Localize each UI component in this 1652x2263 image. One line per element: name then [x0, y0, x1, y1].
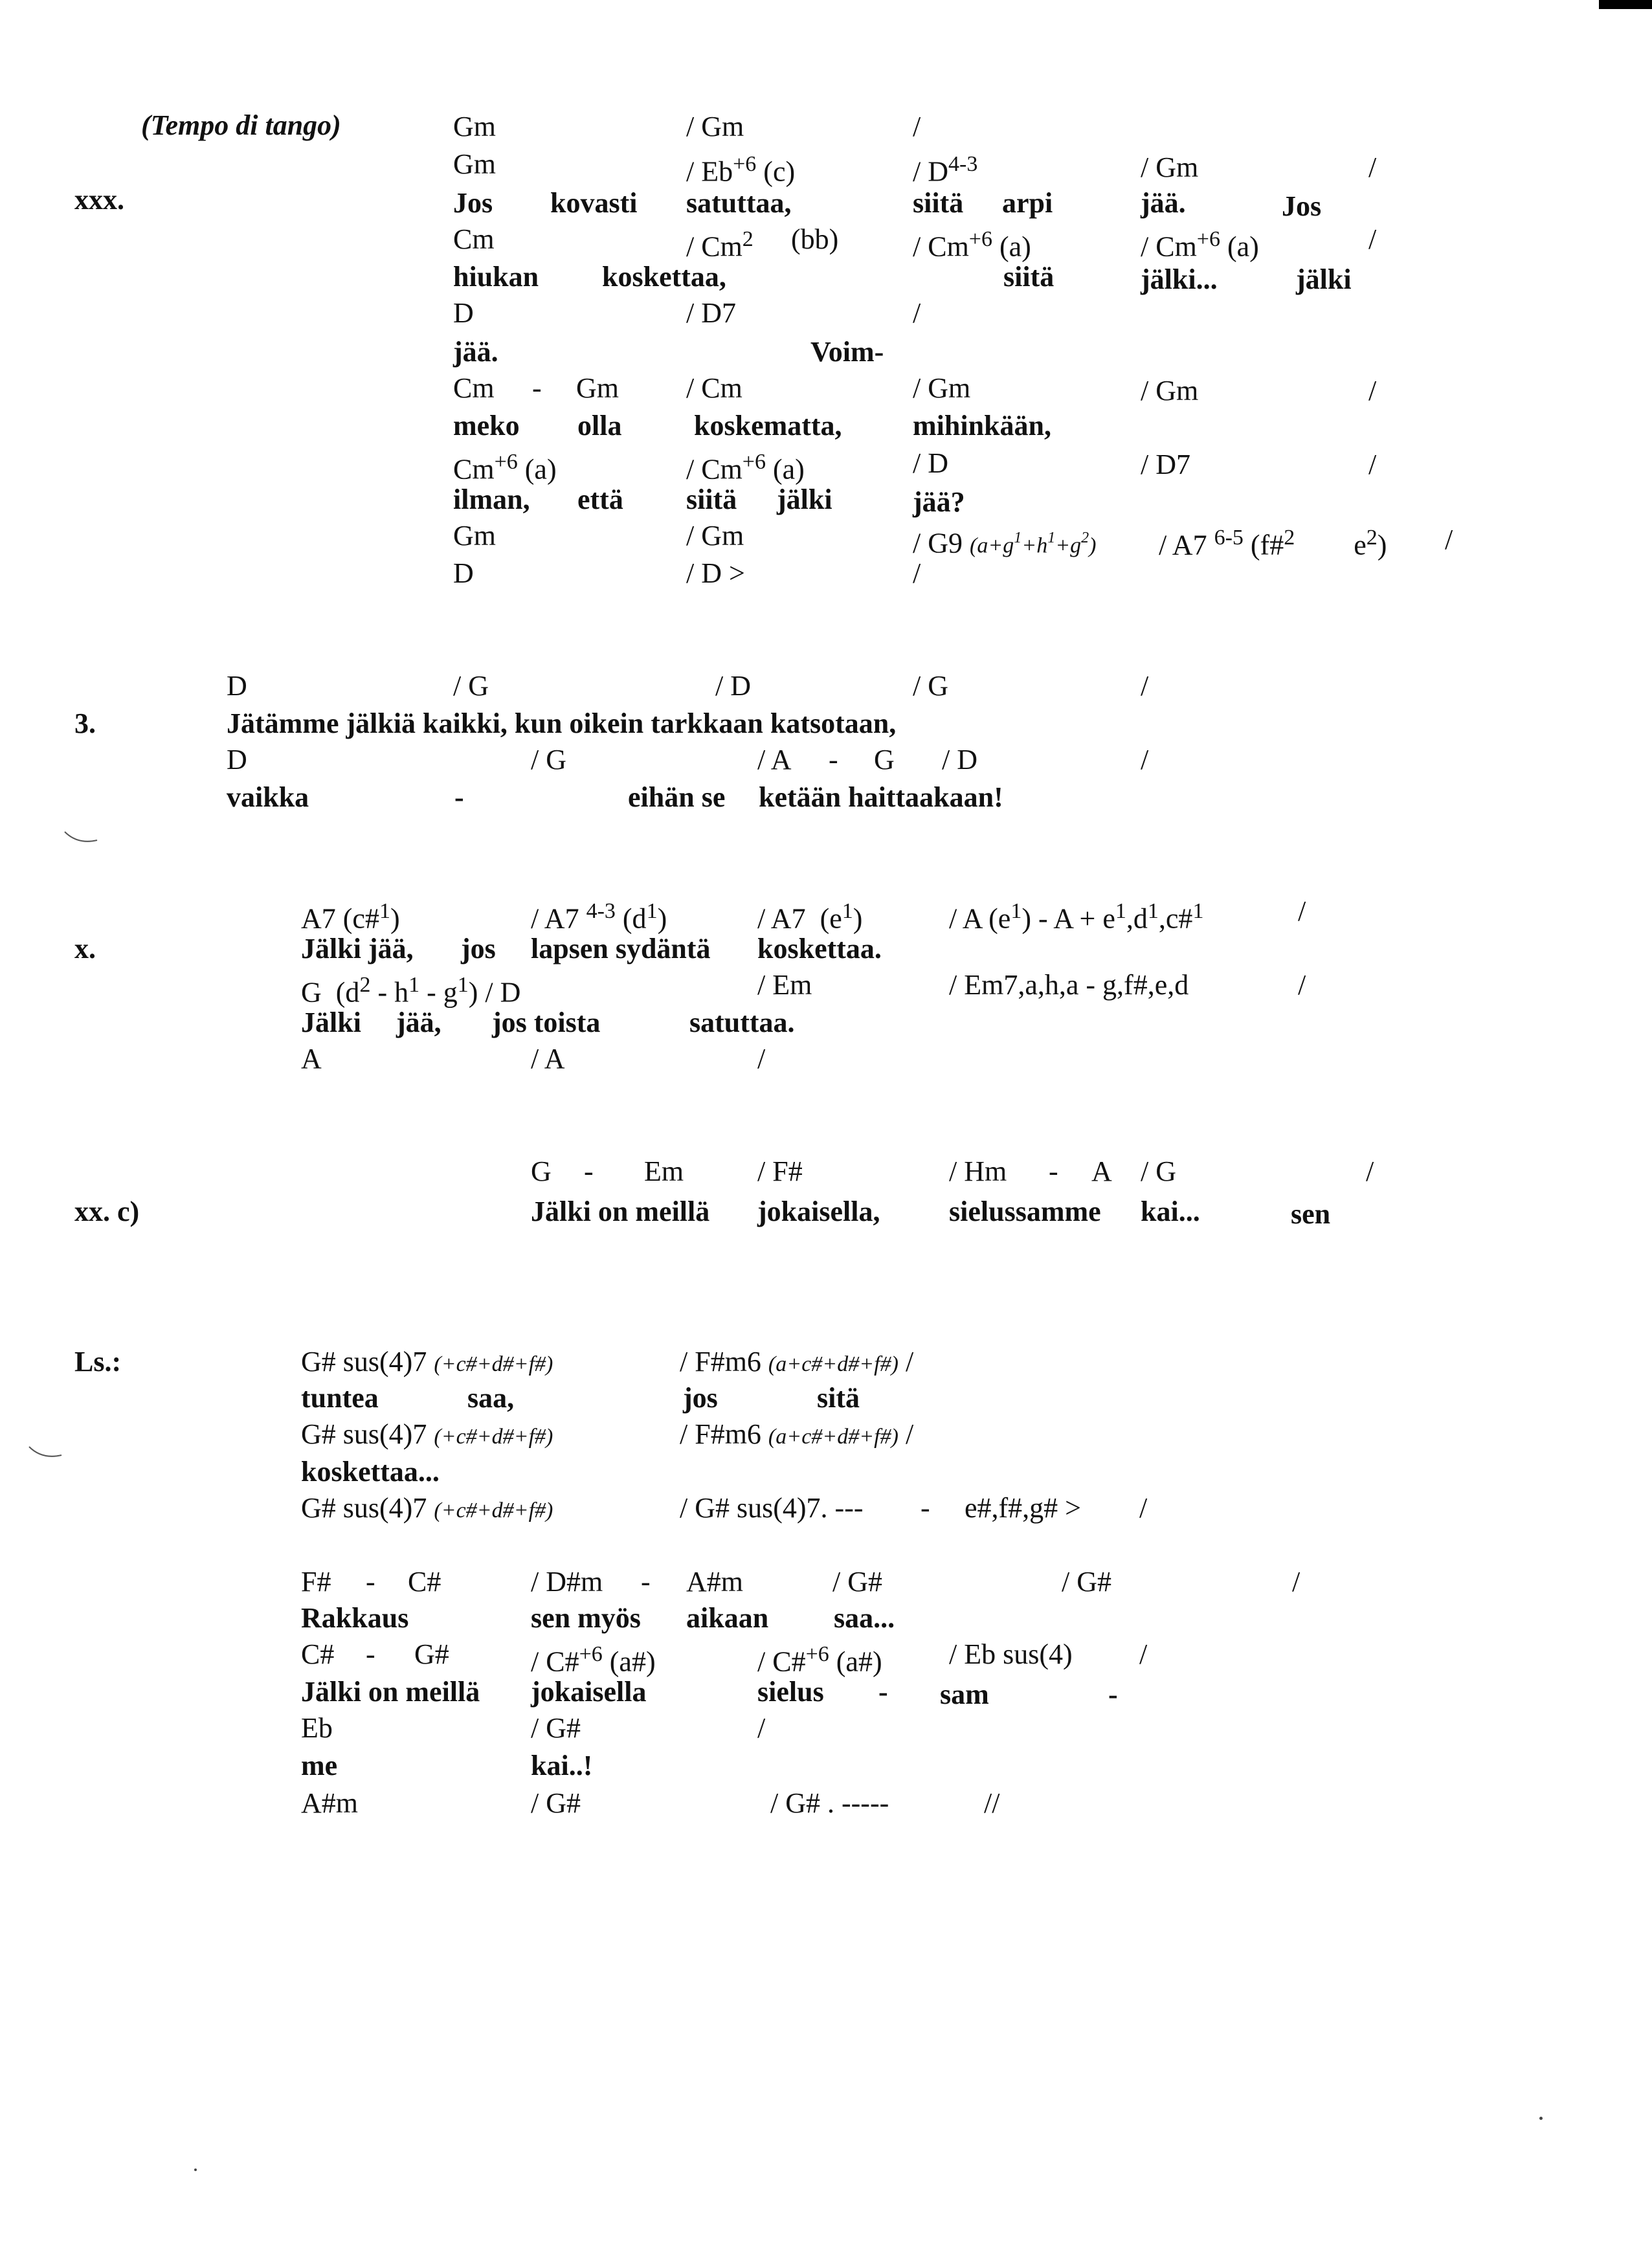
chord: Gm [453, 111, 496, 142]
chord: / G# [531, 1787, 581, 1819]
lyric: jää? [913, 486, 965, 518]
chord-dash: - [366, 1638, 375, 1670]
chord: / G# [832, 1566, 882, 1598]
chord: / $Cm^{+6}$ (a) [1141, 227, 1259, 263]
bar-line: / [757, 1712, 766, 1744]
scan-speck [1539, 2117, 1543, 2120]
chord: / G# sus(4)7. --- [680, 1492, 864, 1524]
lyric: Jälki on meillä [301, 1676, 480, 1708]
lyric: - [1108, 1678, 1118, 1710]
chord: G# sus(4)7 (+c#+d#+f#) [301, 1492, 553, 1524]
lyric: sielus [757, 1676, 824, 1708]
chord: A#m [301, 1787, 358, 1819]
chord: / G# [1062, 1566, 1111, 1598]
lyric: koskettaa. [757, 933, 882, 964]
chord: / A [757, 744, 792, 775]
lyric: satuttaa. [689, 1007, 795, 1038]
lyric: Jälki on meillä [531, 1196, 710, 1227]
section-label-ls: Ls.: [74, 1346, 122, 1377]
section-label-3: 3. [74, 708, 96, 739]
chord: / $D^{4-3}$ [913, 152, 978, 188]
lyric: Jälki [301, 1007, 361, 1038]
chord: / Hm [949, 1155, 1007, 1187]
lyric: kai... [1141, 1196, 1200, 1227]
chord: / Gm [1141, 375, 1199, 407]
bar-line: / [1445, 524, 1453, 555]
lyric: koskettaa... [301, 1456, 440, 1488]
chord: / $Eb^{+6}$ (c) [686, 152, 796, 188]
chord: C# [408, 1566, 441, 1598]
chord: / G# . ----- [770, 1787, 889, 1819]
chord: / D [942, 744, 977, 775]
chord: / A7 $^{4-3}$ $(d^1)$ [531, 899, 667, 935]
chord: F# [301, 1566, 331, 1598]
chord: Gm [576, 372, 619, 404]
chord: A#m [686, 1566, 743, 1598]
chord: Cm [453, 372, 495, 404]
chord: D [453, 297, 474, 329]
lyric: jokaisella [531, 1676, 647, 1708]
chord-notes: e#,f#,g# > [965, 1492, 1081, 1524]
chord: Eb [301, 1712, 333, 1744]
chord: C# [301, 1638, 335, 1670]
chord: Cm [453, 223, 495, 255]
bar-line: / [1366, 1155, 1374, 1187]
chord: Em [644, 1155, 684, 1187]
lyric: ketään haittaakaan! [759, 781, 1003, 813]
chord: G [531, 1155, 552, 1187]
lyric: jos toista [492, 1007, 601, 1038]
chord: / G [913, 670, 948, 702]
chord-dash: - [584, 1155, 594, 1187]
chord: / G# [531, 1712, 581, 1744]
margin-mark-1 [61, 829, 100, 848]
lyric: Jos [453, 187, 493, 219]
lyric: olla [577, 410, 622, 441]
chord: / C#$^{+6}$ (a#) [757, 1642, 882, 1678]
section-label-xx-c: xx. c) [74, 1196, 140, 1227]
lyric: - [878, 1676, 888, 1708]
chord: / A [531, 1043, 565, 1075]
bar-line: / [1368, 449, 1377, 480]
chord: Gm [453, 520, 496, 552]
bar-line: / [1298, 895, 1306, 927]
lyric: koskettaa, [602, 261, 726, 293]
bar-line: / [1368, 375, 1377, 407]
chord: / Gm [686, 520, 744, 552]
lyric: sitä [817, 1382, 860, 1414]
chord: / D [913, 447, 948, 479]
chord: D [227, 670, 247, 702]
chord: D [453, 557, 474, 589]
lyric: saa... [834, 1602, 895, 1634]
chord: / F#m6 (a+c#+d#+f#) / [680, 1346, 914, 1377]
lyric: jälki... [1141, 263, 1218, 295]
bar-line: / [1292, 1566, 1300, 1598]
chord-dash: - [829, 744, 838, 775]
chord-dash: - [1049, 1155, 1058, 1187]
lyric: sen myös [531, 1602, 641, 1634]
chord: / A7 $^{6-5}$ (f#$^2$ $e^2$) [1159, 526, 1387, 561]
lyric: jälki [777, 484, 832, 515]
tempo-marking: (Tempo di tango) [141, 109, 341, 141]
lyric: meko [453, 410, 520, 441]
chord: D [227, 744, 247, 775]
chord: G# sus(4)7 (+c#+d#+f#) [301, 1346, 553, 1377]
lyric: jos [683, 1382, 718, 1414]
section-label-xxx: xxx. [74, 184, 124, 216]
chord: A [301, 1043, 322, 1075]
lyric-line: Jätämme jälkiä kaikki, kun oikein tarkkaan katsotaan, [227, 708, 897, 739]
chord: $Cm^{+6}$ (a) [453, 450, 557, 485]
chord-dash: - [921, 1492, 930, 1524]
bar-line: / [913, 111, 921, 142]
section-label-x: x. [74, 933, 96, 964]
chord: / Gm [686, 111, 744, 142]
lyric: Jälki jää, [301, 933, 414, 964]
chord-dash: - [366, 1566, 375, 1598]
chord: / A7 $(e^1)$ [757, 899, 863, 935]
lyric: sielussamme [949, 1196, 1101, 1227]
lyric: ilman, [453, 484, 530, 515]
bar-line: / [1139, 1492, 1148, 1524]
chord: G# sus(4)7 (+c#+d#+f#) [301, 1418, 553, 1450]
lyric: satuttaa, [686, 187, 792, 219]
lyric: siitä [913, 187, 964, 219]
lyric: mihinkään, [913, 410, 1051, 441]
chord: A7 (c#$^1$) [301, 899, 400, 935]
lyric: aikaan [686, 1602, 769, 1634]
lyric: sam [940, 1678, 989, 1710]
lyric: jää. [1141, 187, 1186, 219]
bar-line: / [913, 557, 921, 589]
chord: / G [453, 670, 489, 702]
chord-note: (bb) [791, 223, 839, 255]
margin-mark-2 [26, 1444, 65, 1463]
chord: / G [531, 744, 566, 775]
bar-line: / [1139, 1638, 1148, 1670]
chord: / D7 [686, 297, 736, 329]
chord: / G9 $(a+g^1+h^1+g^2)$ [913, 527, 1097, 559]
lyric: lapsen sydäntä [531, 933, 711, 964]
chord: / D > [686, 557, 745, 589]
chord: / Cm [686, 372, 742, 404]
chord: / Eb sus(4) [949, 1638, 1073, 1670]
bar-line: / [757, 1043, 766, 1075]
lyric: Voim- [810, 336, 884, 368]
lyric: hiukan [453, 261, 539, 293]
chord: / $Cm^{+6}$ (a) [913, 227, 1031, 263]
chord: / D [715, 670, 751, 702]
lyric: jokaisella, [757, 1196, 880, 1227]
chord-dash: - [641, 1566, 651, 1598]
lyric: kai..! [531, 1750, 593, 1781]
lyric: arpi [1002, 187, 1053, 219]
chord: G [874, 744, 895, 775]
scan-speck [194, 2168, 197, 2171]
chord: / F#m6 (a+c#+d#+f#) / [680, 1418, 914, 1450]
bar-line: / [1141, 744, 1149, 775]
bar-line: / [1141, 670, 1149, 702]
chord: / C#$^{+6}$ (a#) [531, 1642, 656, 1678]
lyric: sen [1291, 1198, 1331, 1230]
chord: / $Cm^{+6}$ (a) [686, 450, 805, 485]
chord: / D7 [1141, 449, 1190, 480]
chord: / Cm$^2$ [686, 227, 753, 263]
lyric: että [577, 484, 623, 515]
chord: / Gm [913, 372, 971, 404]
lyric: Rakkaus [301, 1602, 409, 1634]
lyric: kovasti [550, 187, 638, 219]
lyric: koskematta, [694, 410, 842, 441]
lyric: me [301, 1750, 338, 1781]
bar-line: / [1298, 969, 1306, 1001]
chord: G# [414, 1638, 449, 1670]
chord: / A $(e^1)$ - $A + e^1,d^1,c\#^1$ [949, 899, 1204, 935]
chord: Gm [453, 148, 496, 180]
lyric: jää, [396, 1007, 441, 1038]
chord: / Gm [1141, 151, 1199, 183]
final-bar-line: // [984, 1787, 1000, 1819]
chord: / D#m [531, 1566, 603, 1598]
chord: / F# [757, 1155, 803, 1187]
chord: / Em7,a,h,a - g,f#,e,d [949, 969, 1189, 1001]
lyric: tuntea [301, 1382, 379, 1414]
chord: G $(d^2 - h^1 - g^1)$ / D [301, 973, 521, 1009]
lyric: jää. [453, 336, 498, 368]
chord-dash: - [532, 372, 542, 404]
lyric: saa, [467, 1382, 515, 1414]
bar-line: / [1368, 151, 1377, 183]
lyric: jos [461, 933, 496, 964]
lyric: siitä [1003, 261, 1055, 293]
chord: A [1091, 1155, 1112, 1187]
bar-line: / [913, 297, 921, 329]
lyric: - [454, 781, 464, 813]
lyric: Jos [1282, 190, 1322, 222]
chord: / Em [757, 969, 812, 1001]
bar-line: / [1368, 223, 1377, 255]
lyric: vaikka [227, 781, 309, 813]
corner-bar [1599, 0, 1652, 9]
lyric: jälki [1296, 263, 1352, 295]
chord: / G [1141, 1155, 1176, 1187]
lyric: siitä [686, 484, 737, 515]
lyric: eihän se [628, 781, 726, 813]
